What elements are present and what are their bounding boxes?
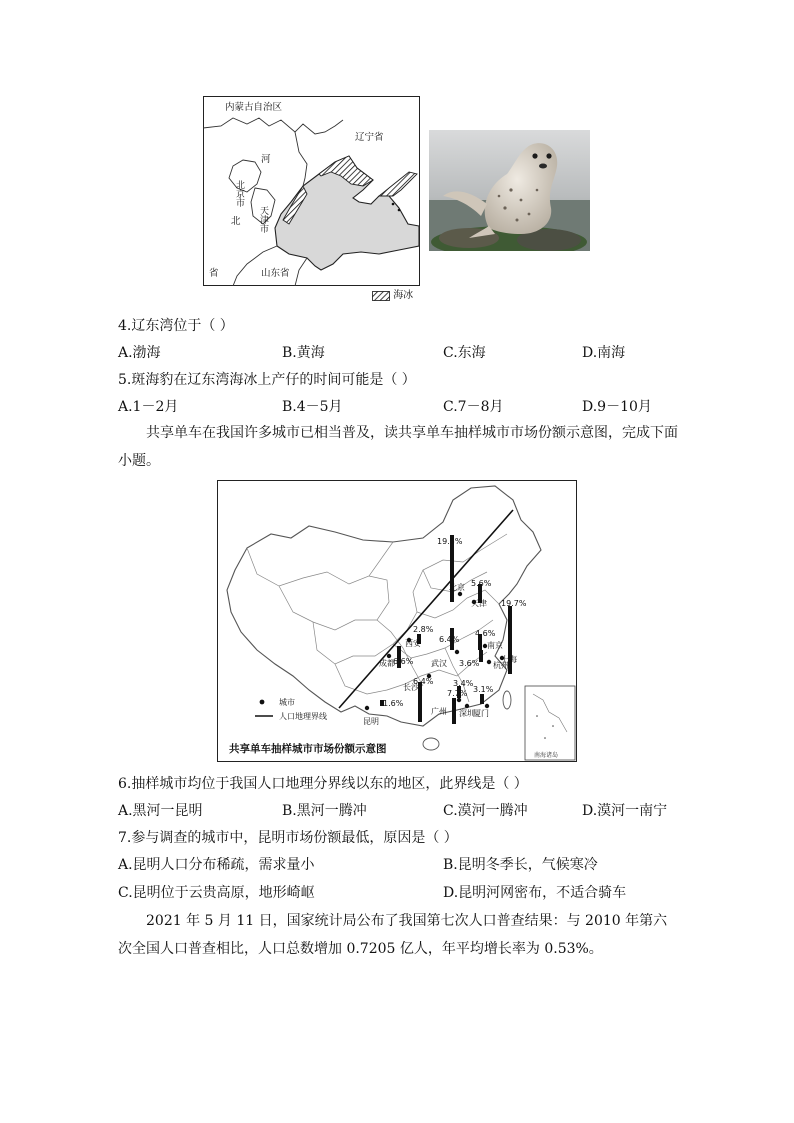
- ice-legend-swatch: [372, 291, 390, 301]
- share-label-nanjing: 4.6%: [475, 629, 496, 638]
- q4-option-b[interactable]: B.黄海: [282, 345, 325, 361]
- intro-text: 共享单车在我国许多城市已相当普及，读共享单车抽样城市市场份额示意图，完成下面小题。: [118, 425, 678, 469]
- bar-hangzhou: [479, 650, 483, 662]
- q6-stem: 6.抽样城市均位于我国人口地理分界线以东的地区，此界线是（ ）: [118, 776, 528, 792]
- closing-text: 2021 年 5 月 11 日，国家统计局公布了我国第七次人口普查结果：与 2010 年第六次全国人口普查相比，人口总数增加 0.7205 亿人，年平均增长率为 0.53%。: [118, 913, 668, 957]
- q7-option-a[interactable]: A.昆明人口分布稀疏，需求量小: [118, 857, 315, 873]
- share-label-changsha: 6.4%: [413, 677, 434, 686]
- q5-option-d[interactable]: D.9－10月: [582, 399, 652, 415]
- q5-option-a[interactable]: A.1－2月: [118, 399, 179, 415]
- ice-legend-label: 海冰: [393, 290, 414, 301]
- bohai-map-svg: [203, 96, 420, 286]
- label-liaoning: 辽宁省: [355, 132, 384, 143]
- city-name-shanghai: 上海: [501, 655, 517, 664]
- label-shandong: 山东省: [261, 268, 290, 279]
- city-name-chengdu: 成都: [379, 659, 395, 668]
- share-label-tianjin: 5.6%: [471, 579, 492, 588]
- city-name-tianjin: 天津: [471, 599, 487, 608]
- q5-option-c[interactable]: C.7－8月: [443, 399, 504, 415]
- q7-stem: 7.参与调查的城市中，昆明市场份额最低，原因是（ ）: [118, 830, 458, 846]
- q6-option-a[interactable]: A.黑河一昆明: [118, 803, 203, 819]
- city-name-xiamen: 厦门: [473, 709, 489, 718]
- q7-option-b[interactable]: B.昆明冬季长，气候寒冷: [443, 857, 598, 873]
- legend-city-dot: [260, 700, 265, 705]
- q6-option-c[interactable]: C.漠河一腾冲: [443, 803, 528, 819]
- q4-option-a[interactable]: A.渤海: [118, 345, 161, 361]
- share-label-xiamen: 3.1%: [473, 685, 494, 694]
- label-he: 河: [261, 154, 271, 165]
- label-bei: 北: [231, 216, 241, 227]
- city-name-kunming: 昆明: [363, 717, 379, 726]
- share-label-xian: 2.8%: [413, 625, 434, 634]
- share-label-beijing: 19.5%: [437, 537, 463, 546]
- bohai-map: [203, 96, 420, 286]
- bike-share-map-svg: [217, 480, 577, 762]
- city-name-hangzhou: 杭州: [493, 661, 509, 670]
- label-sheng: 省: [209, 268, 219, 279]
- city-name-shenzhen: 深圳: [459, 709, 475, 718]
- share-label-chengdu: 6.6%: [393, 657, 414, 666]
- city-name-wuhan: 武汉: [431, 659, 447, 668]
- city-name-nanjing: 南京: [487, 641, 503, 650]
- south-sea-inset: [525, 686, 575, 760]
- q5-option-b[interactable]: B.4－5月: [282, 399, 343, 415]
- share-label-guangzhou: 3.4%: [453, 679, 474, 688]
- share-label-kunming: 1.6%: [383, 699, 404, 708]
- bar-shenzhen: [452, 698, 456, 724]
- label-beijing: 北京市: [234, 180, 244, 207]
- label-tianjin: 天津市: [258, 206, 268, 233]
- city-name-changsha: 长沙: [403, 683, 419, 692]
- q4-stem: 4.辽东湾位于（ ）: [118, 318, 234, 334]
- bike-share-map: [217, 480, 577, 762]
- share-label-wuhan: 6.4%: [439, 635, 460, 644]
- label-inner-mongolia: 内蒙古自治区: [225, 102, 283, 113]
- city-name-beijing: 北京: [449, 583, 465, 592]
- ice-legend: [372, 289, 413, 303]
- bar-xiamen: [480, 694, 484, 704]
- closing-paragraph: [118, 907, 678, 963]
- share-label-shanghai: 19.7%: [501, 599, 527, 608]
- seal-photo-svg: [429, 130, 590, 251]
- q4-option-c[interactable]: C.东海: [443, 345, 486, 361]
- spotted-seal-photo: [429, 130, 590, 251]
- q4-option-d[interactable]: D.南海: [582, 345, 626, 361]
- city-name-xian: 西安: [405, 639, 421, 648]
- share-label-hangzhou: 3.6%: [459, 659, 480, 668]
- q7-option-c[interactable]: C.昆明位于云贵高原，地形崎岖: [118, 885, 315, 901]
- share-label-shenzhen: 7.7%: [447, 689, 468, 698]
- q6-option-d[interactable]: D.漠河一南宁: [582, 803, 668, 819]
- q5-stem: 5.斑海豹在辽东湾海冰上产仔的时间可能是（ ）: [118, 372, 416, 388]
- legend-city-label: 城市: [279, 698, 295, 707]
- city-name-guangzhou: 广州: [431, 707, 447, 716]
- inset-label: 南海诸岛: [534, 752, 559, 759]
- legend-line-label: 人口地理界线: [279, 712, 327, 721]
- q6-option-b[interactable]: B.黑河一腾冲: [282, 803, 367, 819]
- q7-option-d[interactable]: D.昆明河网密布，不适合骑车: [443, 885, 627, 901]
- map2-title: 共享单车抽样城市市场份额示意图: [229, 743, 387, 755]
- intro-paragraph: [118, 419, 678, 475]
